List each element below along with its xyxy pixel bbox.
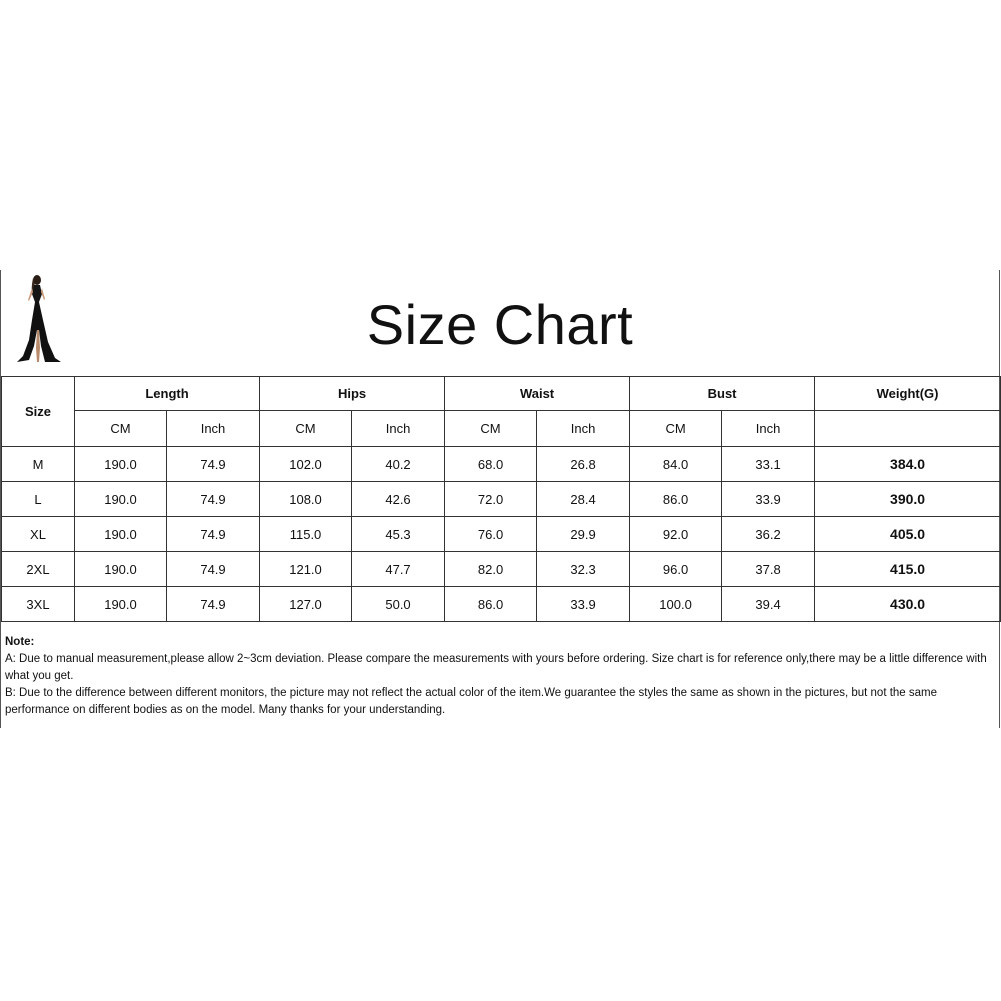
- hips-header: Hips: [260, 377, 445, 411]
- length-cm-cell: 190.0: [75, 447, 167, 482]
- bust-inch-cell: 39.4: [722, 587, 815, 622]
- table-row: [2, 482, 1001, 517]
- waist-inch-cell: 32.3: [537, 552, 630, 587]
- bust-inch-cell: 33.9: [722, 482, 815, 517]
- table-row: [2, 447, 1001, 482]
- bust-cm-cell: 92.0: [630, 517, 722, 552]
- size-chart: [0, 270, 1000, 728]
- note-b: B: Due to the difference between different monitors, the picture may not reflect the actual color of the item.We guarantee the styles the same as shown in the pictures, but not the same performance on different bodies as on the model. Many thanks for your understanding.: [5, 687, 938, 716]
- size-cell: M: [2, 447, 75, 482]
- size-table: [1, 376, 1001, 622]
- unit-cm: CM: [630, 411, 722, 447]
- bust-inch-cell: 37.8: [722, 552, 815, 587]
- hips-inch-cell: 42.6: [352, 482, 445, 517]
- bust-cm-cell: 96.0: [630, 552, 722, 587]
- length-inch-cell: 74.9: [167, 517, 260, 552]
- hips-cm-cell: 121.0: [260, 552, 352, 587]
- size-cell: 3XL: [2, 587, 75, 622]
- bust-header: Bust: [630, 377, 815, 411]
- unit-cm: CM: [445, 411, 537, 447]
- length-inch-cell: 74.9: [167, 552, 260, 587]
- bust-cm-cell: 100.0: [630, 587, 722, 622]
- page-title: Size Chart: [366, 293, 634, 356]
- table-row: [2, 517, 1001, 552]
- hips-inch-cell: 50.0: [352, 587, 445, 622]
- hips-inch-cell: 40.2: [352, 447, 445, 482]
- weight-cell: 415.0: [815, 552, 1001, 587]
- bust-cm-cell: 84.0: [630, 447, 722, 482]
- note-a: A: Due to manual measurement,please allow 2~3cm deviation. Please compare the measurements with yours before ordering. Size chart is for reference only,there may be a little difference with what you get.: [5, 653, 987, 682]
- bust-cm-cell: 86.0: [630, 482, 722, 517]
- length-inch-cell: 74.9: [167, 447, 260, 482]
- size-cell: 2XL: [2, 552, 75, 587]
- waist-inch-cell: 29.9: [537, 517, 630, 552]
- length-cm-cell: 190.0: [75, 482, 167, 517]
- bust-inch-cell: 36.2: [722, 517, 815, 552]
- waist-cm-cell: 76.0: [445, 517, 537, 552]
- unit-cm: CM: [75, 411, 167, 447]
- hips-inch-cell: 47.7: [352, 552, 445, 587]
- size-cell: L: [2, 482, 75, 517]
- waist-cm-cell: 68.0: [445, 447, 537, 482]
- weight-unit-blank: [815, 411, 1001, 447]
- waist-cm-cell: 82.0: [445, 552, 537, 587]
- weight-cell: 405.0: [815, 517, 1001, 552]
- length-inch-cell: 74.9: [167, 482, 260, 517]
- weight-header: Weight(G): [815, 377, 1001, 411]
- waist-cm-cell: 72.0: [445, 482, 537, 517]
- hips-cm-cell: 127.0: [260, 587, 352, 622]
- length-cm-cell: 190.0: [75, 552, 167, 587]
- bust-inch-cell: 33.1: [722, 447, 815, 482]
- unit-inch: Inch: [722, 411, 815, 447]
- table-row: [2, 587, 1001, 622]
- size-cell: XL: [2, 517, 75, 552]
- unit-inch: Inch: [352, 411, 445, 447]
- weight-cell: 390.0: [815, 482, 1001, 517]
- unit-inch: Inch: [167, 411, 260, 447]
- table-row: [2, 552, 1001, 587]
- size-column-header: Size: [2, 377, 75, 447]
- length-cm-cell: 190.0: [75, 517, 167, 552]
- weight-cell: 430.0: [815, 587, 1001, 622]
- length-header: Length: [75, 377, 260, 411]
- hips-cm-cell: 108.0: [260, 482, 352, 517]
- unit-cm: CM: [260, 411, 352, 447]
- chart-header: [1, 270, 999, 376]
- length-inch-cell: 74.9: [167, 587, 260, 622]
- waist-header: Waist: [445, 377, 630, 411]
- waist-inch-cell: 28.4: [537, 482, 630, 517]
- note-label: Note:: [5, 636, 35, 648]
- waist-inch-cell: 33.9: [537, 587, 630, 622]
- hips-cm-cell: 115.0: [260, 517, 352, 552]
- hips-inch-cell: 45.3: [352, 517, 445, 552]
- note-section: [5, 634, 997, 719]
- weight-cell: 384.0: [815, 447, 1001, 482]
- length-cm-cell: 190.0: [75, 587, 167, 622]
- waist-inch-cell: 26.8: [537, 447, 630, 482]
- unit-inch: Inch: [537, 411, 630, 447]
- waist-cm-cell: 86.0: [445, 587, 537, 622]
- hips-cm-cell: 102.0: [260, 447, 352, 482]
